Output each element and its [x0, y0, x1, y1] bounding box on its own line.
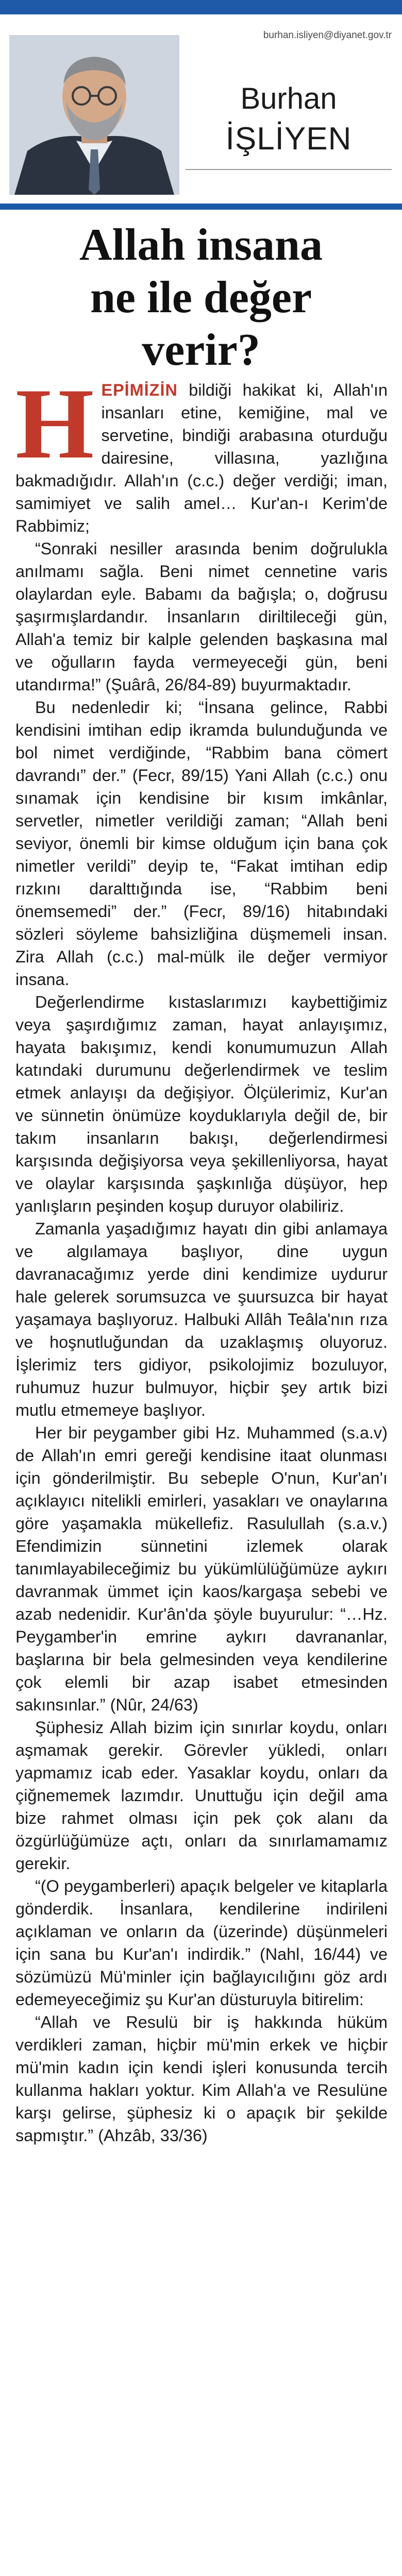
paragraph: “Allah ve Resulü bir iş hakkında hüküm verdikleri zaman, hiçbir mü'min erkek ve hiçbir mü'min kadın için kendi işleri konusunda tercih kullanma hakları yoktur. Kim Allah'a ve Resulüne karşı gelirse, şüphesiz ki o apaçık bir şekilde sapmıştır.” (Ahzâb, 33/36) — [15, 2013, 388, 2145]
paragraph: “(O peygamberleri) apaçık belgeler ve kitaplarla gönderdik. İnsanlara, kendilerine indirileni açıklaman ve onların da (üzerinde) düşünmeleri için sana bu Kur'an'ı indirdik.” (Nahl, 16/44) ve sözümüzü Mü'minler için bağlayıcılığını göz ardı edemeyeceğimiz şu Kur'an düsturuyla bitirelim: — [15, 1877, 388, 2009]
paragraph: Her bir peygamber gibi Hz. Muhammed (s.a.v) de Allah'ın emri gereği kendisine itaat olunması için gönderilmiştir. Bu sebeple O'nun, Kur'an'ı açıklayıcı nitelikli emirleri, yasakları ve onaylarına göre yaşamakla mükellefiz. Rasulullah (s.a.v.) Efendimizin sünnetini izlemek olarak tanımlayabileceğimiz bu yükümlülüğümüze aykırı davranmak ümmet için kaos/kargaşa sebebi ve azab nedenidir. Kur'ân'da şöyle buyurulur: “…Hz. Peygamber'in emrine aykırı davrananlar, başlarına bir bela gelmesinden veya kendilerine çok elemli bir azap isabet etmesinden sakınsınlar.” (Nûr, 24/63) — [15, 1423, 388, 1714]
author-portrait-icon — [9, 35, 179, 195]
author-divider — [186, 169, 392, 170]
paragraph: Zamanla yaşadığımız hayatı din gibi anlamaya ve algılamaya başlıyor, dine uygun davranacağımız yerde dini kendimize uydurur hale gelerek sorumsuzca ve şuursuzca bir hayat yaşamaya başlıyoruz. Halbuki Allâh Teâla'nın rıza ve hoşnutluğundan da uzaklaşmış oluyoruz. İşlerimiz ters gidiyor, psikolojimiz bozuluyor, ruhumuz huzur bulmuyor, hiçbir şey artık bizi mutlu etmemeye başlıyor. — [15, 1219, 388, 1419]
paragraph-text: bildiği hakikat ki, Allah'ın insanları etine, kemiğine, mal ve servetine, bindiği arabasına oturduğu dairesine, villasına, yazlığına bakmadığıdır. Allah'ın (c.c.) değer verdiği; iman, samimiyet ve salih amel… Kur'an-ı Kerim'de Rabbimiz; — [15, 381, 388, 535]
top-color-bar — [0, 0, 402, 14]
article-title — [15, 219, 387, 377]
drop-cap: H — [15, 368, 94, 480]
title-line: ne ile değer — [90, 273, 312, 323]
paragraph: “Sonraki nesiller arasında benim doğrulukla anılmamı sağla. Beni nimet cennetine varis olaylardan eyle. Babamı da bağışla; o, doğrusu şaşırmışlardandır. İnsanların diriltileceği gün, Allah'a temiz bir kalple gelenden başkasına mal ve oğulların fayda vermeyeceği gün, beni utandırma!” (Şuârâ, 26/84-89) buyurmaktadır. — [15, 539, 388, 694]
header-bottom-rule — [0, 204, 402, 210]
title-line: verir? — [142, 325, 260, 375]
author-header — [0, 14, 402, 210]
author-email[interactable]: burhan.isliyen@diyanet.gov.tr — [263, 30, 392, 41]
paragraph: Bu nedenledir ki; “İnsana gelince, Rabbi kendisini imtihan edip ikramda bulunduğunda ve bol nimet verdiğinde, “Rabbim bana cömert davrandı” der.” (Fecr, 89/15) Yani Allah (c.c.) onu sınamak için kendisine bir kısım imkânlar, servetler, nimetler verildiği zaman; “Allah beni seviyor, önemli bir kimse olduğum için bana çok nimetler verildi” deyip te, “Fakat imtihan edip rızkını daralttığında ise, “Rabbim beni önemsemedi” der.” (Fecr, 89/16) hitabındaki sözleri söyleme bahsizliğina düşmemeli insan. Zira Allah (c.c.) mal-mülk ile değer vermiyor insana. — [15, 698, 388, 989]
paragraph — [15, 368, 388, 537]
paragraph: Değerlendirme kıstaslarımızı kaybettiğimiz veya şaşırdığımız zaman, hayat anlayışımız, hayata bakışımız, kendi konumumuzun Allah katındaki durumunu değerlendirmek ve teslim etmek anlayışı da değişiyor. Ölçülerimiz, Kur'an ve sünnetin önümüze koyduklarıyla değil de, bir takım insanların bakışı, değerlendirmesi karşısında değişiyorsa veya şekillenliyorsa, hayat ve olaylar karşısında şaşkınlığa düşüyor, hep yanlışların peşinden koşup duruyor olabiliriz. — [15, 993, 388, 1215]
author-first-name: Burhan — [240, 82, 337, 115]
author-last-name: İŞLİYEN — [225, 121, 352, 157]
author-photo — [9, 35, 179, 195]
title-line: Allah insana — [79, 220, 323, 270]
article-body — [15, 368, 388, 2576]
lead-word: EPİMİZİN — [101, 381, 178, 399]
paragraph: Şüphesiz Allah bizim için sınırlar koydu, onları aşmamak gerekir. Görevler yükledi, onları yapmamız icab eder. Yasaklar koydu, onları da çiğnememek lazımdır. Unuttuğu için değil ama bize rahmet olması için pek çok alanı da özgürlüğümüze açtı, onları da sınırlamamamız gerekir. — [15, 1718, 388, 1873]
